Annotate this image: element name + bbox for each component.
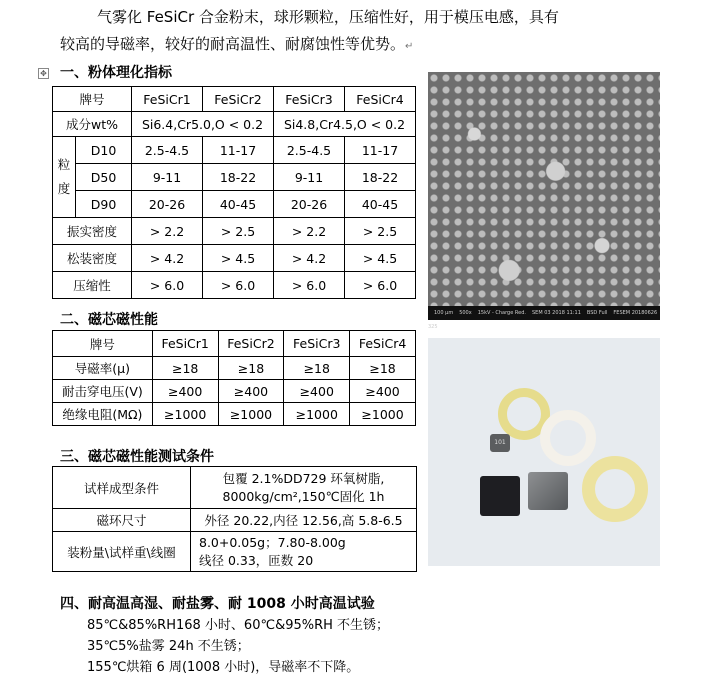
sem-image-footer: 100 μm 500x 15kV - Charge Red. SEM 03 2018 11:11 BSD Full FESEM 20180626 325: [428, 306, 660, 320]
header-cell: FeSiCr4: [350, 331, 416, 357]
table-cell: > 4.2: [132, 245, 203, 272]
molded-inductor-black: [480, 476, 520, 516]
table-cell: ≥400: [218, 380, 284, 403]
header-cell: 牌号: [53, 87, 132, 112]
table-cell: 40-45: [345, 191, 416, 218]
header-cell: FeSiCr1: [132, 87, 203, 112]
table-cell: 包覆 2.1%DD729 环氧树脂, 8000kg/cm²,150℃固化 1h: [191, 467, 417, 509]
table-cell: 20-26: [274, 191, 345, 218]
intro-line-2: 较高的导磁率，较好的耐高温性、耐腐蚀性等优势。↵: [60, 35, 414, 53]
table-cell: ≥1000: [284, 403, 350, 426]
header-cell: FeSiCr2: [218, 331, 284, 357]
table-cell: 40-45: [203, 191, 274, 218]
header-cell: FeSiCr2: [203, 87, 274, 112]
row-label: 压缩性: [53, 272, 132, 299]
section4-title: 四、耐高温高湿、耐盐雾、耐 1008 小时高温试验: [60, 596, 375, 612]
table-cell: > 6.0: [345, 272, 416, 299]
table-cell: ≥1000: [152, 403, 218, 426]
table-cell: 18-22: [203, 164, 274, 191]
header-cell: FeSiCr3: [284, 331, 350, 357]
table-cell: > 6.0: [203, 272, 274, 299]
table-cell: ≥400: [350, 380, 416, 403]
row-label: 耐击穿电压(V): [53, 380, 153, 403]
table-cell: 9-11: [132, 164, 203, 191]
intro-line-1: 气雾化 FeSiCr 合金粉末，球形颗粒，压缩性好，用于模压电感，具有: [97, 8, 559, 26]
row-label: D10: [76, 137, 132, 164]
test-line: 85℃&85%RH168 小时、60℃&95%RH 不生锈；: [87, 618, 390, 633]
table-cell: 18-22: [345, 164, 416, 191]
header-cell: FeSiCr3: [274, 87, 345, 112]
table-cell: > 2.5: [203, 218, 274, 245]
table-cell: 9-11: [274, 164, 345, 191]
table-cell: ≥1000: [218, 403, 284, 426]
table-cell: 11-17: [203, 137, 274, 164]
table-cell: > 2.2: [132, 218, 203, 245]
table-cell: ≥400: [152, 380, 218, 403]
table-cell: > 2.2: [274, 218, 345, 245]
table-cell: 20-26: [132, 191, 203, 218]
header-cell: 牌号: [53, 331, 153, 357]
section4-body: [87, 615, 389, 678]
table-cell: ≥18: [350, 357, 416, 380]
table-cell: 2.5-4.5: [132, 137, 203, 164]
section2-title: 二、磁芯磁性能: [60, 312, 158, 328]
table-cell: > 4.2: [274, 245, 345, 272]
composition-value: Si6.4,Cr5.0,O < 0.2: [132, 112, 274, 137]
toroid-core-white: [540, 410, 596, 466]
section1-title: 一、粉体理化指标: [60, 65, 172, 81]
table-cell: 2.5-4.5: [274, 137, 345, 164]
row-label: 导磁率(μ): [53, 357, 153, 380]
table-cell: 11-17: [345, 137, 416, 164]
test-conditions-table: [52, 466, 417, 572]
smd-inductor-small: 101: [490, 434, 510, 452]
molded-inductor-grey: [528, 472, 568, 510]
test-line: 155℃烘箱 6 周(1008 小时)，导磁率不下降。: [87, 660, 360, 675]
header-cell: FeSiCr1: [152, 331, 218, 357]
row-label: 磁环尺寸: [53, 509, 191, 532]
powder-properties-table: [52, 86, 416, 299]
table-cell: > 4.5: [345, 245, 416, 272]
row-label: D50: [76, 164, 132, 191]
row-label: 松装密度: [53, 245, 132, 272]
table-cell: > 2.5: [345, 218, 416, 245]
sem-powder-image: [428, 72, 660, 330]
table-move-handle-icon[interactable]: ✥: [38, 68, 49, 79]
row-label: 装粉量\试样重\线圈: [53, 532, 191, 572]
row-label: 绝缘电阻(MΩ): [53, 403, 153, 426]
composition-value: Si4.8,Cr4.5,O < 0.2: [274, 112, 416, 137]
composition-label: 成分wt%: [53, 112, 132, 137]
row-label: D90: [76, 191, 132, 218]
row-label: 振实密度: [53, 218, 132, 245]
table-cell: 8.0+0.05g；7.80-8.00g 线径 0.33，匝数 20: [191, 532, 417, 572]
table-cell: > 4.5: [203, 245, 274, 272]
table-cell: ≥400: [284, 380, 350, 403]
core-magnetic-table: [52, 330, 416, 426]
inductor-photo: [428, 338, 660, 566]
table-cell: 外径 20.22,内径 12.56,高 5.8-6.5: [191, 509, 417, 532]
particle-size-label: 粒度: [53, 137, 76, 218]
table-cell: > 6.0: [274, 272, 345, 299]
table-cell: ≥18: [218, 357, 284, 380]
table-cell: ≥1000: [350, 403, 416, 426]
table-cell: ≥18: [284, 357, 350, 380]
test-line: 35℃5%盐雾 24h 不生锈；: [87, 639, 250, 654]
section3-title: 三、磁芯磁性能测试条件: [60, 449, 214, 465]
toroid-core-large: [582, 456, 648, 522]
table-cell: ≥18: [152, 357, 218, 380]
header-cell: FeSiCr4: [345, 87, 416, 112]
row-label: 试样成型条件: [53, 467, 191, 509]
table-cell: > 6.0: [132, 272, 203, 299]
